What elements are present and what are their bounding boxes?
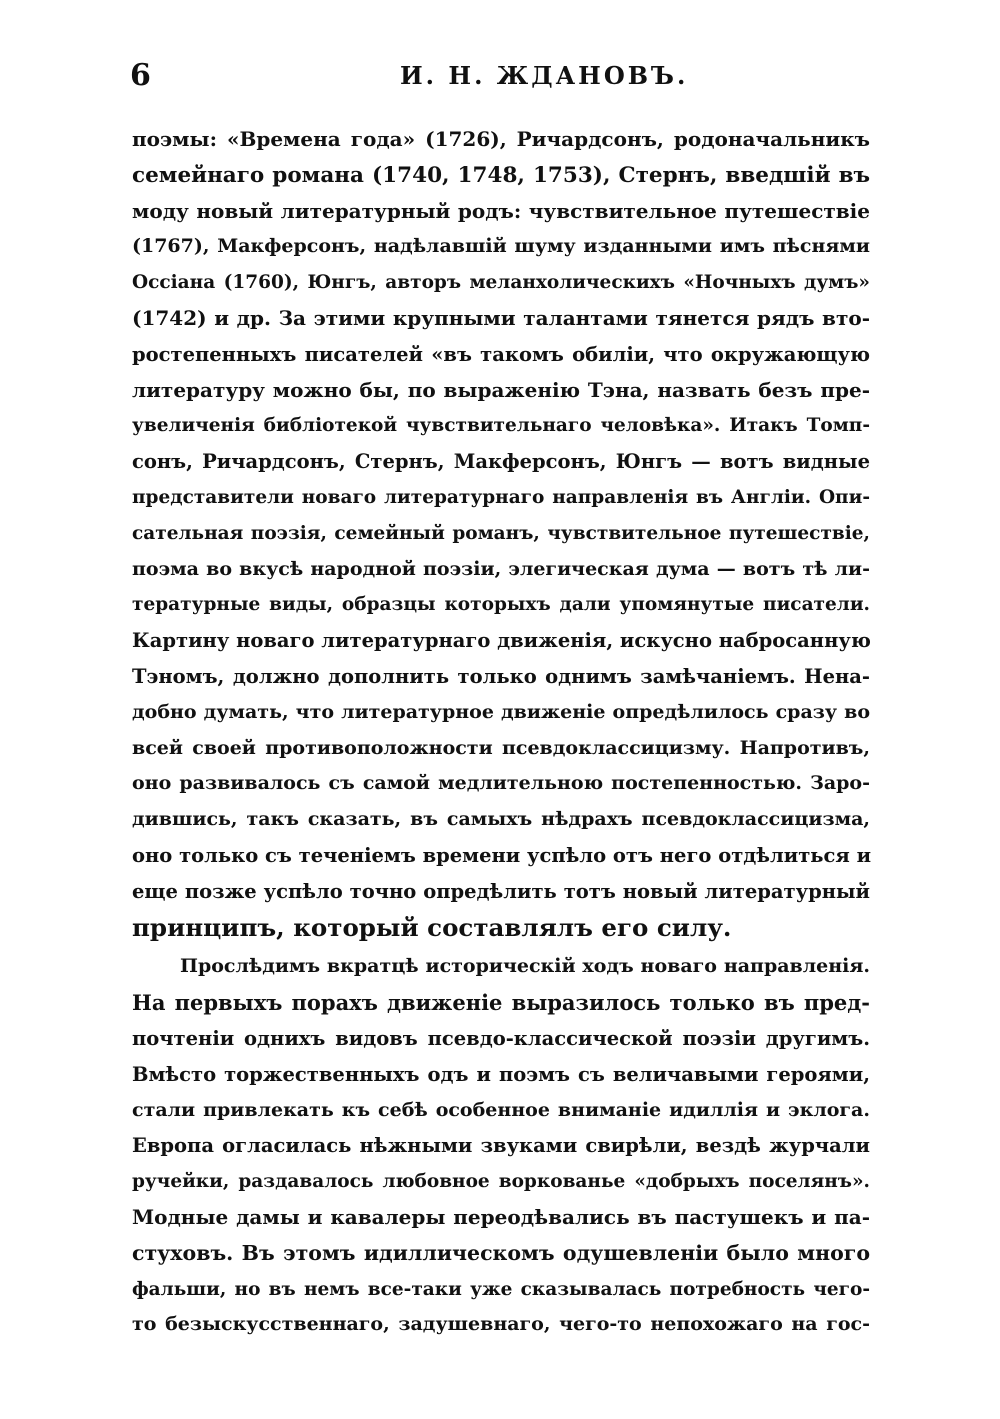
text-line: стуховъ. Въ этомъ идиллическомъ одушевленіи было много: [132, 1240, 870, 1265]
text-line: семейнаго романа (1740, 1748, 1753), Стернъ, введшій въ: [132, 162, 870, 188]
text-line: поэмы: «Времена года» (1726), Ричардсонъ, родоначальникъ: [132, 127, 870, 151]
text-line: сательная поэзія, семейный романъ, чувствительное путешествіе,: [132, 522, 870, 544]
paragraph-2: [132, 949, 870, 1343]
text-line: (1767), Макферсонъ, надѣлавшій шуму изданными имъ пѣснями: [132, 235, 870, 258]
text-line: стали привлекать къ себѣ особенное вниманіе идиллія и эклога.: [132, 1098, 870, 1121]
text-line: дившись, такъ сказать, въ самыхъ нѣдрахъ псевдоклассицизма,: [132, 808, 870, 831]
text-line: почтеніи однихъ видовъ псевдо-классической поэзіи другимъ.: [132, 1026, 870, 1050]
text-line: Прослѣдимъ вкратцѣ историческій ходъ новаго направленія.: [180, 955, 870, 978]
paragraph-1: [132, 122, 870, 945]
text-line: добно думать, что литературное движеніе опредѣлилось сразу во: [132, 700, 870, 723]
text-line: то безыскусственнаго, задушевнаго, чего-то непохожаго на гос-: [132, 1313, 870, 1336]
text-line: фальши, но въ немъ все-таки уже сказывалась потребность чего-: [132, 1278, 870, 1300]
text-line: оно развивалось съ самой медлительною постепенностью. Заро-: [132, 772, 870, 795]
text-line: На первыхъ порахъ движеніе выразилось только въ пред-: [132, 990, 870, 1016]
text-line: Европа огласилась нѣжными звуками свирѣли, вездѣ журчали: [132, 1134, 870, 1158]
text-line: оно только съ теченіемъ времени успѣло отъ него отдѣлиться и: [132, 843, 872, 867]
running-head: И. Н. ЖДАНОВЪ.: [400, 61, 689, 90]
text-line: (1742) и др. За этими крупными талантами тянется рядъ вто-: [132, 305, 870, 330]
body-text: [132, 122, 870, 1343]
text-line: Тэномъ, должно дополнить только однимъ замѣчаніемъ. Нена-: [132, 664, 870, 688]
text-line: тературные виды, образцы которыхъ дали упомянутые писатели.: [132, 594, 870, 616]
text-line: Оссіана (1760), Юнгъ, авторъ меланхолическихъ «Ночныхъ думъ»: [132, 272, 870, 294]
page-number: 6: [130, 58, 151, 93]
text-line: Модные дамы и кавалеры переодѣвались въ пастушекъ и па-: [132, 1204, 870, 1229]
text-line: принципъ, который составлялъ его силу.: [132, 912, 732, 942]
text-line: поэма во вкусѣ народной поэзіи, элегическая дума — вотъ тѣ ли-: [132, 557, 870, 580]
text-line: сонъ, Ричардсонъ, Стернъ, Макферсонъ, Юнгъ — вотъ видные: [132, 450, 870, 474]
text-line: моду новый литературный родъ: чувствительное путешествіе: [132, 198, 870, 223]
text-line: увеличенія библіотекой чувствительнаго человѣка». Итакъ Томп-: [132, 415, 870, 437]
text-line: ростепенныхъ писателей «въ такомъ обиліи, что окружающую: [132, 342, 870, 366]
text-line: представители новаго литературнаго направленія въ Англіи. Опи-: [132, 486, 870, 508]
text-line: ручейки, раздавалось любовное воркованье «добрыхъ поселянъ».: [132, 1171, 870, 1193]
text-line: литературу можно бы, по выраженію Тэна, назвать безъ пре-: [132, 377, 870, 402]
text-line: всей своей противоположности псевдоклассицизму. Напротивъ,: [132, 736, 870, 759]
text-line: Вмѣсто торжественныхъ одъ и поэмъ съ величавыми героями,: [132, 1062, 870, 1086]
text-line: Картину новаго литературнаго движенія, искусно набросанную: [132, 629, 871, 653]
text-line: еще позже успѣло точно опредѣлить тотъ новый литературный: [132, 879, 870, 903]
